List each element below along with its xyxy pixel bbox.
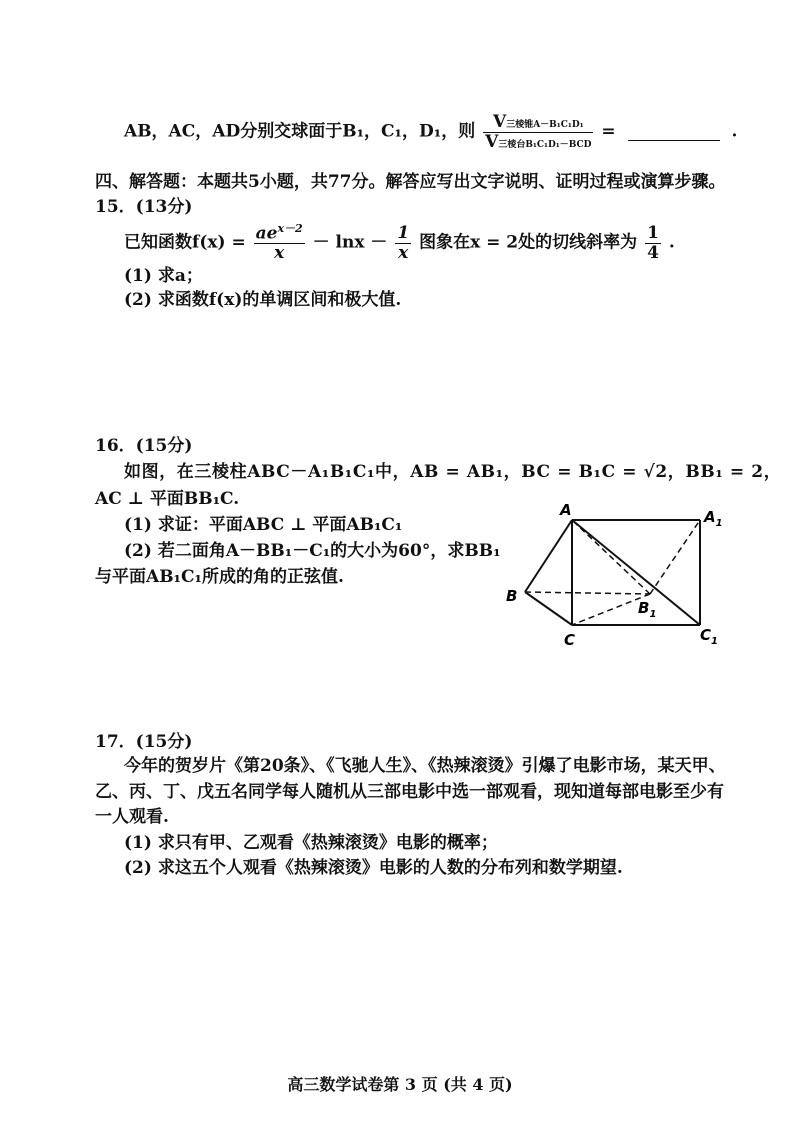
label-A1-letter: A xyxy=(704,508,716,526)
edge-AB xyxy=(525,520,572,592)
answer-blank xyxy=(628,140,720,141)
q15-end: . xyxy=(668,232,675,253)
q15-frac1-den: x xyxy=(274,243,285,264)
q16-part2-line2: 与平面AB₁C₁所成的角的正弦值. xyxy=(95,567,344,587)
q17-number: 17．(15分) xyxy=(95,732,193,752)
q17-stem-line2: 乙、丙、丁、戊五名同学每人随机从三部电影中选一部观看，现知道每部电影至少有 xyxy=(95,782,724,802)
label-B1-letter: B xyxy=(638,599,650,617)
q16-part1: (1) 求证：平面ABC ⊥ 平面AB₁C₁ xyxy=(124,515,403,535)
q15-frac2-den: x xyxy=(398,242,409,263)
q15-stem xyxy=(124,223,675,263)
q15-fraction-2 xyxy=(395,224,411,262)
q16-part2-line1: (2) 若二面角A－BB₁－C₁的大小为60°，求BB₁ xyxy=(124,541,501,561)
q15-frac1-exp: x－2 xyxy=(277,222,303,235)
page-footer: 高三数学试卷第 3 页 (共 4 页) xyxy=(287,1075,513,1094)
prism-figure xyxy=(500,500,740,660)
section-header: 四、解答题：本题共5小题，共77分。解答应写出文字说明、证明过程或演算步骤。 xyxy=(95,172,726,192)
label-A: A xyxy=(560,501,572,519)
q16-stem-line1: 如图，在三棱柱ABC－A₁B₁C₁中，AB = AB₁，BC = B₁C = √2，BB₁ = 2， xyxy=(124,462,782,482)
q17-part1: (1) 求只有甲、乙观看《热辣滚烫》电影的概率； xyxy=(124,833,498,853)
q16-number: 16．(15分) xyxy=(95,436,193,456)
volume-denominator-sub: 三棱台B₁C₁D₁－BCD xyxy=(498,139,592,150)
q14-prefix: AB，AC，AD分别交球面于B₁，C₁，D₁，则 xyxy=(124,121,476,142)
q15-part1: (1) 求a； xyxy=(124,266,203,286)
label-C: C xyxy=(564,631,576,649)
q15-frac3-den: 4 xyxy=(647,242,659,263)
q15-stem-post: 图象在x = 2处的切线斜率为 xyxy=(419,232,638,253)
q15-frac2-num: 1 xyxy=(397,222,410,243)
q16-stem-line2: AC ⊥ 平面BB₁C. xyxy=(95,489,240,509)
q15-fraction-3 xyxy=(645,224,661,262)
equals-sign: = xyxy=(601,121,616,142)
label-A1 xyxy=(703,508,723,529)
q17-stem-line1: 今年的贺岁片《第20条》、《飞驰人生》、《热辣滚烫》引爆了电影市场，某天甲、 xyxy=(124,756,726,776)
label-B: B xyxy=(506,587,518,605)
q15-stem-pre: 已知函数f(x) = xyxy=(124,232,246,253)
q15-mid: － lnx － xyxy=(312,232,388,253)
label-C1 xyxy=(700,626,718,647)
q14-tail-line xyxy=(124,113,737,151)
q15-number: 15．(13分) xyxy=(95,197,193,217)
edge-AC1 xyxy=(572,520,700,625)
label-B1 xyxy=(638,599,656,620)
label-A1-sub: 1 xyxy=(715,518,723,529)
label-C1-sub: 1 xyxy=(711,636,718,647)
q15-part2: (2) 求函数f(x)的单调区间和极大值. xyxy=(124,290,402,310)
edge-BC xyxy=(525,592,572,625)
q15-fraction-1 xyxy=(254,223,305,263)
edge-BB1-dashed xyxy=(525,592,650,594)
volume-numerator: V xyxy=(493,112,507,132)
q17-stem-line3: 一人观看. xyxy=(95,807,169,827)
volume-numerator-sub: 三棱锥A－B₁C₁D₁ xyxy=(506,120,584,130)
edge-AB1-dashed xyxy=(572,520,650,594)
label-C1-letter: C xyxy=(700,626,712,644)
edge-B1A1-dashed xyxy=(650,520,700,594)
q17-part2: (2) 求这五个人观看《热辣滚烫》电影的人数的分布列和数学期望. xyxy=(124,858,623,878)
label-B1-sub: 1 xyxy=(649,609,657,620)
volume-ratio xyxy=(483,113,593,151)
q14-period: . xyxy=(731,121,738,142)
q15-frac1-num: ae xyxy=(255,223,278,244)
volume-denominator: V xyxy=(485,131,499,152)
q15-frac3-num: 1 xyxy=(647,222,659,243)
